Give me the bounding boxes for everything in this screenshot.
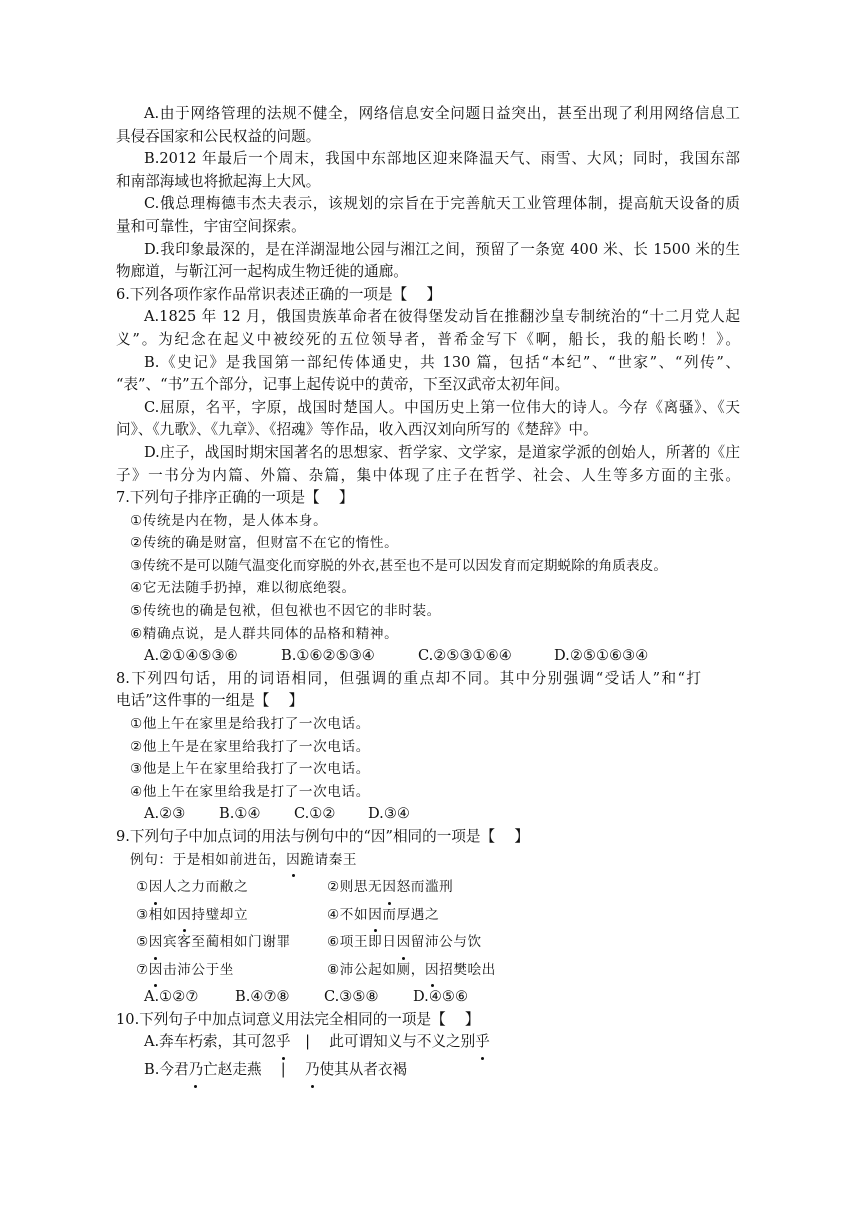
q7-sentence-5: ⑤传统也的确是包袱，但包袱也不因它的非时装。 [130, 603, 441, 620]
q10-option-b: B.今君乃亡赵走燕 | 乃使其从者衣褐 [116, 1059, 740, 1087]
q5-option-a-line2: 具侵吞国家和公民权益的问题。 [116, 127, 321, 145]
q9-sentence-4: ④不如因而厚遇之 [327, 904, 439, 927]
q9-option-c: C.③⑤⑧ [324, 988, 379, 1006]
q8-stem-line1: 8.下列四句话，用的词语相同，但强调的重点却不同。其中分别强调“受话人”和“打 [116, 669, 701, 687]
q5-options [116, 103, 740, 1087]
q8-sentence-3: ③他是上午在家里给我打了一次电话。 [130, 761, 370, 778]
q9-example-prefix: 例句：于是相如前进缶， [130, 851, 287, 868]
q9-sentence-2: ②则思无因怒而滥刑 [327, 876, 453, 899]
q9-example-dotted-word: 因 [286, 849, 300, 872]
q5-option-d-line1: D.我印象最深的，是在洋湖湿地公园与湘江之间，预留了一条宽 400 米、长 1500 米的生 [144, 240, 740, 258]
q8-option-a: A.②③ [144, 805, 186, 823]
q6-option-b-line2: “表”、“书”五个部分，记事上起传说中的黄帝，下至汉武帝太初年间。 [116, 376, 570, 394]
q6-option-c-line1: C.屈原，名平，字原，战国时楚国人。中国历史上第一位伟大的诗人。今存《离骚》、《天 [144, 398, 740, 416]
q9-sentence-3: ③相如因持璧却立 [136, 904, 248, 927]
q5-option-b-line2: 和南部海域也将掀起海上大风。 [116, 172, 321, 190]
q7-stem: 7.下列句子排序正确的一项是【 】 [116, 489, 354, 507]
q7-option-b: B.①⑥②⑤③④ [281, 647, 375, 665]
q6-option-d-line1: D.庄子，战国时期宋国著名的思想家、哲学家、文学家，是道家学派的创始人，所著的《庄 [144, 443, 740, 461]
q7-answer-options [116, 645, 740, 668]
q6-option-b-line1: B.《史记》是我国第一部纪传体通史，共 130 篇，包括“本纪”、“世家”、“列传”、 [144, 353, 740, 371]
q8-sentence-1: ①他上午在家里是给我打了一次电话。 [130, 716, 370, 733]
q9-sentence-1: ①因人之力而敝之 [136, 876, 248, 899]
q9-sentence-6: ⑥项王即日因留沛公与饮 [327, 931, 482, 954]
q9-row-2 [116, 904, 740, 932]
q6-option-d-line2: 子》一书分为内篇、外篇、杂篇，集中体现了庄子在哲学、社会、人生等多方面的主张。 [116, 466, 740, 484]
q6-option-c-line2: 问》、《九歌》、《九章》、《招魂》等作品，收入西汉刘向所写的《楚辞》中。 [116, 421, 598, 439]
q9-sentence-5: ⑤因宾客至蔺相如门谢罪 [136, 931, 291, 954]
q9-stem: 9.下列句子中加点词的用法与例句中的“因”相同的一项是【 】 [116, 828, 529, 845]
q8-answer-options [116, 803, 740, 826]
q9-example-suffix: 跪请秦王 [300, 851, 358, 868]
q9-answer-options [116, 986, 740, 1009]
q8-sentence-2: ②他上午是在家里给我打了一次电话。 [130, 738, 370, 755]
q8-option-d: D.③④ [368, 805, 410, 823]
q6-option-a-line1: A.1825 年 12 月，俄国贵族革命者在彼得堡发动旨在推翻沙皇专制统治的“十二月党人起 [144, 308, 740, 326]
q8-stem-line2: 电话”这件事的一组是【 】 [116, 692, 304, 710]
q5-option-b-line1: B.2012 年最后一个周末，我国中东部地区迎来降温天气、雨雪、大风；同时，我国东部 [144, 150, 740, 168]
q5-option-a-line1: A.由于网络管理的法规不健全，网络信息安全问题日益突出，甚至出现了利用网络信息工 [144, 105, 740, 122]
q7-option-d: D.②⑤①⑥③④ [554, 647, 649, 665]
q7-sentence-2: ②传统的确是财富，但财富不在它的惰性。 [130, 535, 399, 552]
q9-row-3 [116, 931, 740, 959]
q7-sentence-1: ①传统是内在物，是人体本身。 [130, 512, 328, 529]
q10-stem: 10.下列句子中加点词意义用法完全相同的一项是【 】 [116, 1010, 480, 1028]
q8-sentence-4: ④他上午在家里给我是打了一次电话。 [130, 783, 370, 800]
q9-option-a: A.①②⑦ [144, 988, 199, 1006]
q8-option-b: B.①④ [219, 805, 261, 823]
q9-option-b: B.④⑦⑧ [235, 988, 290, 1006]
q9-row-1 [116, 876, 740, 904]
q7-sentence-4: ④它无法随手扔掉，难以彻底绝裂。 [130, 580, 356, 597]
q10-option-a: A.奔车朽索，其可忽乎 | 此可谓知义与不义之别乎 [116, 1031, 740, 1059]
q9-option-d: D.④⑤⑥ [413, 988, 469, 1006]
q5-option-c-line1: C.俄总理梅德韦杰夫表示，该规划的宗旨在于完善航天工业管理体制，提高航天设备的质 [144, 195, 740, 213]
q7-sentence-6: ⑥精确点说，是人群共同体的品格和精神。 [130, 625, 399, 642]
q9-sentence-7: ⑦因击沛公于坐 [136, 959, 234, 982]
q6-stem: 6.下列各项作家作品常识表述正确的一项是【 】 [116, 285, 442, 303]
q7-option-c: C.②⑤③①⑥④ [418, 647, 512, 665]
q9-sentence-8: ⑧沛公起如厕，因招樊哙出 [327, 959, 496, 982]
q7-sentence-3: ③传统不是可以随气温变化而穿脱的外衣,甚至也不是可以因发育而定期蜕除的角质表皮。 [130, 557, 668, 574]
q8-option-c: C.①② [294, 805, 336, 823]
q5-option-d-line2: 物廊道，与靳江河一起构成生物迁徙的通廊。 [116, 263, 408, 281]
q6-option-a-line2: 义”。为纪念在起义中被绞死的五位领导者，普希金写下《啊，船长，我的船长哟！》。 [116, 330, 740, 348]
q9-row-4 [116, 959, 740, 987]
q5-option-c-line2: 量和可靠性，宇宙空间探索。 [116, 217, 306, 235]
q9-example [116, 849, 740, 877]
q7-option-a: A.②①④⑤③⑥ [144, 647, 238, 665]
